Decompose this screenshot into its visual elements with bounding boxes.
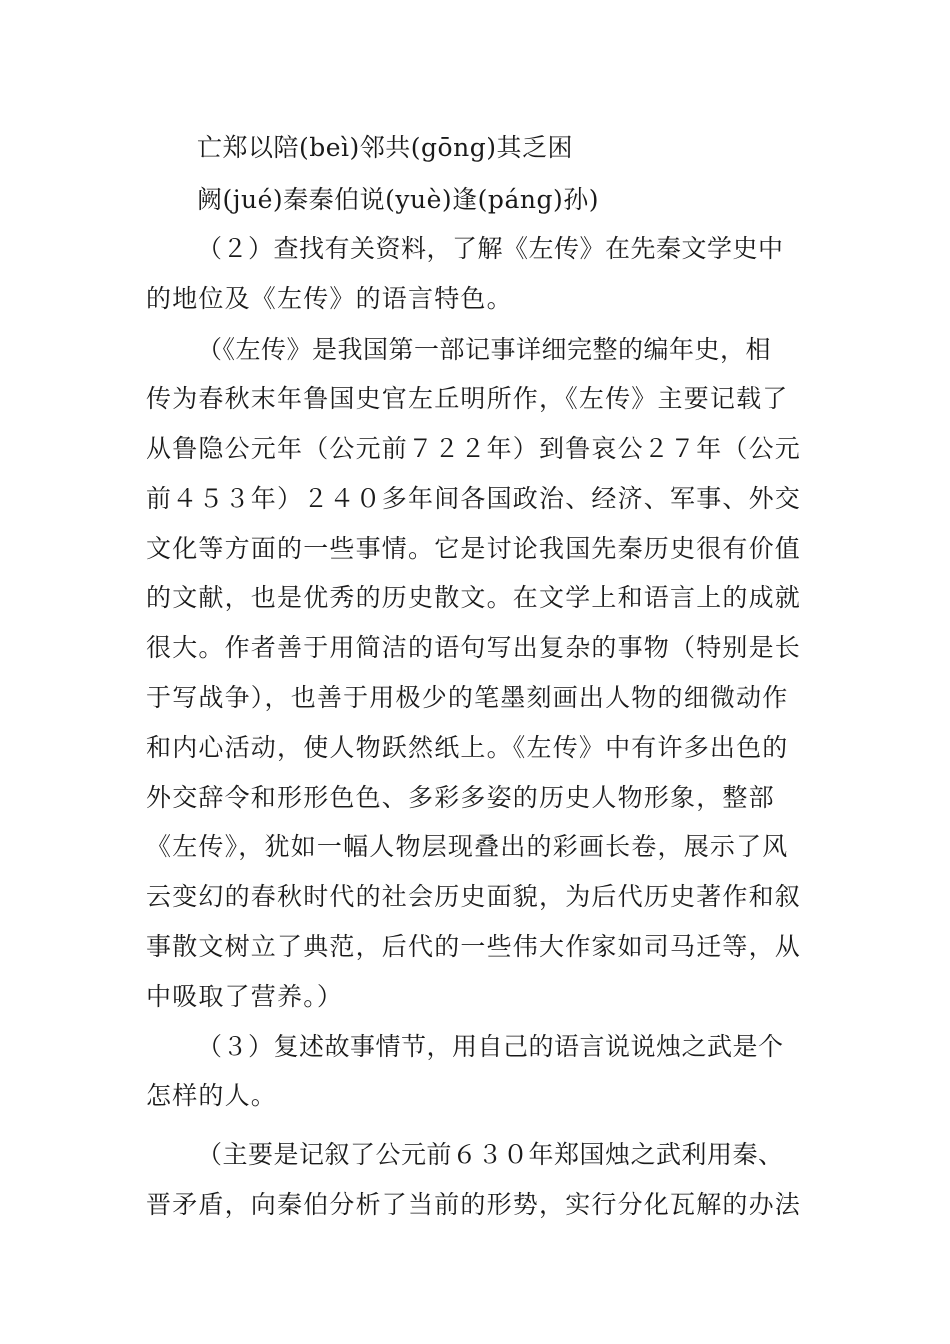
text-line-19: （３）复述故事情节，用自己的语言说说烛之武是个 — [197, 1032, 784, 1061]
text-line-21: （主要是记叙了公元前６３０年郑国烛之武利用秦、 — [197, 1140, 784, 1169]
text-line-6: 传为春秋末年鲁国史官左丘明所作，《左传》主要记载了 — [146, 384, 789, 413]
text-line-13: 和内心活动，使人物跃然纸上。《左传》中有许多出色的 — [146, 733, 789, 762]
text-line-9: 文化等方面的一些事情。它是讨论我国先秦历史很有价值 — [146, 534, 802, 563]
text-line-22: 晋矛盾，向秦伯分析了当前的形势，实行分化瓦解的办法 — [146, 1190, 802, 1219]
text-line-10: 的文献，也是优秀的历史散文。在文学上和语言上的成就 — [146, 583, 802, 612]
text-line-17: 事散文树立了典范，后代的一些伟大作家如司马迁等，从 — [146, 932, 802, 961]
text-line-16: 云变幻的春秋时代的社会历史面貌，为后代历史著作和叙 — [146, 882, 802, 911]
text-line-5: （《左传》是我国第一部记事详细完整的编年史，相 — [197, 335, 772, 364]
text-line-18: 中吸取了营养。） — [146, 982, 344, 1011]
text-line-12: 于写战争），也善于用极少的笔墨刻画出人物的细微动作 — [146, 683, 789, 712]
text-line-15: 《左传》，犹如一幅人物层现叠出的彩画长卷，展示了风 — [146, 832, 789, 861]
text-line-14: 外交辞令和形形色色、多彩多姿的历史人物形象，整部 — [146, 783, 775, 812]
text-line-2: 阙(jué)秦秦伯说(yuè)逢(páng)孙) — [197, 185, 599, 214]
text-line-3: （２）查找有关资料，了解《左传》在先秦文学史中 — [197, 234, 784, 263]
text-line-11: 很大。作者善于用简洁的语句写出复杂的事物（特别是长 — [146, 633, 802, 662]
text-line-8: 前４５３年）２４０多年间各国政治、经济、军事、外交 — [146, 484, 802, 513]
text-line-20: 怎样的人。 — [146, 1081, 278, 1110]
text-line-1: 亡郑以陪(beì)邻共(gōng)其乏困 — [197, 133, 573, 162]
text-line-4: 的地位及《左传》的语言特色。 — [146, 284, 513, 313]
text-line-7: 从鲁隐公元年（公元前７２２年）到鲁哀公２７年（公元 — [146, 434, 802, 463]
